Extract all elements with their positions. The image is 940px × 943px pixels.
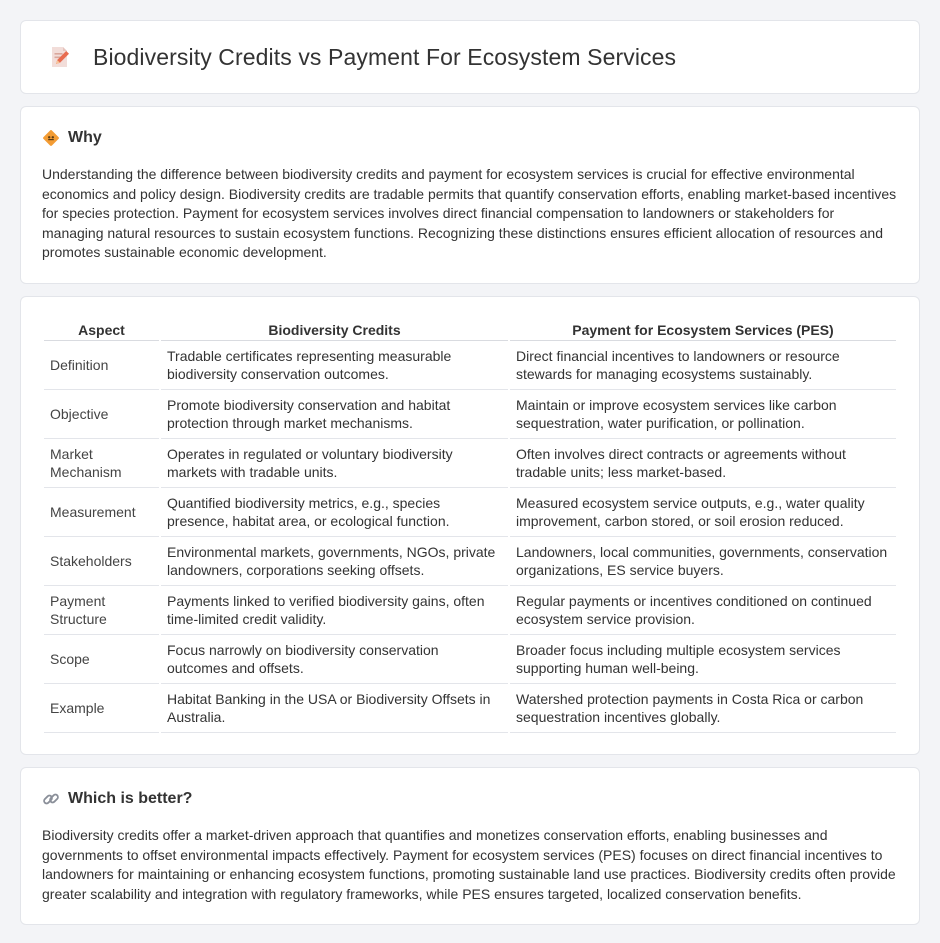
row-aspect: Objective: [44, 390, 159, 439]
table-row: [44, 537, 896, 586]
table-row: [44, 341, 896, 390]
table-row: [44, 488, 896, 537]
link-icon: [42, 790, 60, 808]
table-row: [44, 635, 896, 684]
which-is-better-section: [20, 767, 920, 925]
better-title: Which is better?: [68, 790, 193, 807]
page-title: Biodiversity Credits vs Payment For Ecosystem Services: [93, 43, 677, 70]
row-aspect: Scope: [44, 635, 159, 684]
row-aspect: Stakeholders: [44, 537, 159, 586]
why-text: Understanding the difference between biodiversity credits and payment for ecosystem services is crucial for effective environmental economics and policy design. Biodiversity credits are tradable permits that quantify conservation efforts, enabling market-based incentives for species protection. Payment for ecosystem services involves direct financial compensation to landowners or stakeholders for managing natural resources to sustain ecosystem functions. Recognizing these distinctions ensures efficient allocation of resources and promotes sustainable economic development.: [42, 166, 897, 260]
row-biodiversity-credits: Tradable certificates representing measurable biodiversity conservation outcomes.: [161, 341, 508, 390]
table-row: [44, 586, 896, 635]
row-biodiversity-credits: Payments linked to verified biodiversity gains, often time-limited credit validity.: [161, 586, 508, 635]
row-pes: Measured ecosystem service outputs, e.g., water quality improvement, carbon stored, or soil erosion reduced.: [510, 488, 896, 537]
row-biodiversity-credits: Quantified biodiversity metrics, e.g., species presence, habitat area, or ecological function.: [161, 488, 508, 537]
row-biodiversity-credits: Environmental markets, governments, NGOs, private landowners, corporations seeking offsets.: [161, 537, 508, 586]
row-aspect: Market Mechanism: [44, 439, 159, 488]
better-text: Biodiversity credits offer a market-driven approach that quantifies and monetizes conservation efforts, enabling businesses and governments to offset environmental impacts effectively. Payment for ecosystem services (PES) focuses on direct financial incentives to landowners for maintaining or enhancing ecosystem functions, promoting sustainable land use practices. Biodiversity credits often provide greater scalability and integration with regulatory frameworks, while PES ensures targeted, localized conservation benefits.: [42, 827, 896, 902]
title-card: [20, 20, 920, 94]
why-section: [20, 106, 920, 284]
row-pes: Broader focus including multiple ecosystem services supporting human well-being.: [510, 635, 896, 684]
row-aspect: Payment Structure: [44, 586, 159, 635]
row-pes: Landowners, local communities, governments, conservation organizations, ES service buyers.: [510, 537, 896, 586]
row-aspect: Measurement: [44, 488, 159, 537]
row-pes: Direct financial incentives to landowners or resource stewards for managing ecosystems sustainably.: [510, 341, 896, 390]
notepad-pencil-icon: [47, 44, 73, 70]
row-biodiversity-credits: Focus narrowly on biodiversity conservation outcomes and offsets.: [161, 635, 508, 684]
row-biodiversity-credits: Operates in regulated or voluntary biodiversity markets with tradable units.: [161, 439, 508, 488]
comparison-table: [42, 317, 898, 733]
row-pes: Regular payments or incentives conditioned on continued ecosystem service provision.: [510, 586, 896, 635]
row-pes: Watershed protection payments in Costa Rica or carbon sequestration incentives globally.: [510, 684, 896, 733]
table-row: [44, 439, 896, 488]
diamond-sign-icon: [42, 129, 60, 147]
table-header-row: [44, 317, 896, 341]
table-row: [44, 684, 896, 733]
row-pes: Often involves direct contracts or agreements without tradable units; less market-based.: [510, 439, 896, 488]
header-aspect: Aspect: [44, 317, 159, 341]
why-header: [42, 129, 898, 147]
comparison-table-card: [20, 296, 920, 755]
table-row: [44, 390, 896, 439]
better-header: [42, 790, 898, 808]
row-aspect: Example: [44, 684, 159, 733]
row-biodiversity-credits: Habitat Banking in the USA or Biodiversity Offsets in Australia.: [161, 684, 508, 733]
row-biodiversity-credits: Promote biodiversity conservation and habitat protection through market mechanisms.: [161, 390, 508, 439]
header-pes: Payment for Ecosystem Services (PES): [510, 317, 896, 341]
header-biodiversity-credits: Biodiversity Credits: [161, 317, 508, 341]
why-title: Why: [68, 129, 102, 146]
row-aspect: Definition: [44, 341, 159, 390]
row-pes: Maintain or improve ecosystem services like carbon sequestration, water purification, or pollination.: [510, 390, 896, 439]
